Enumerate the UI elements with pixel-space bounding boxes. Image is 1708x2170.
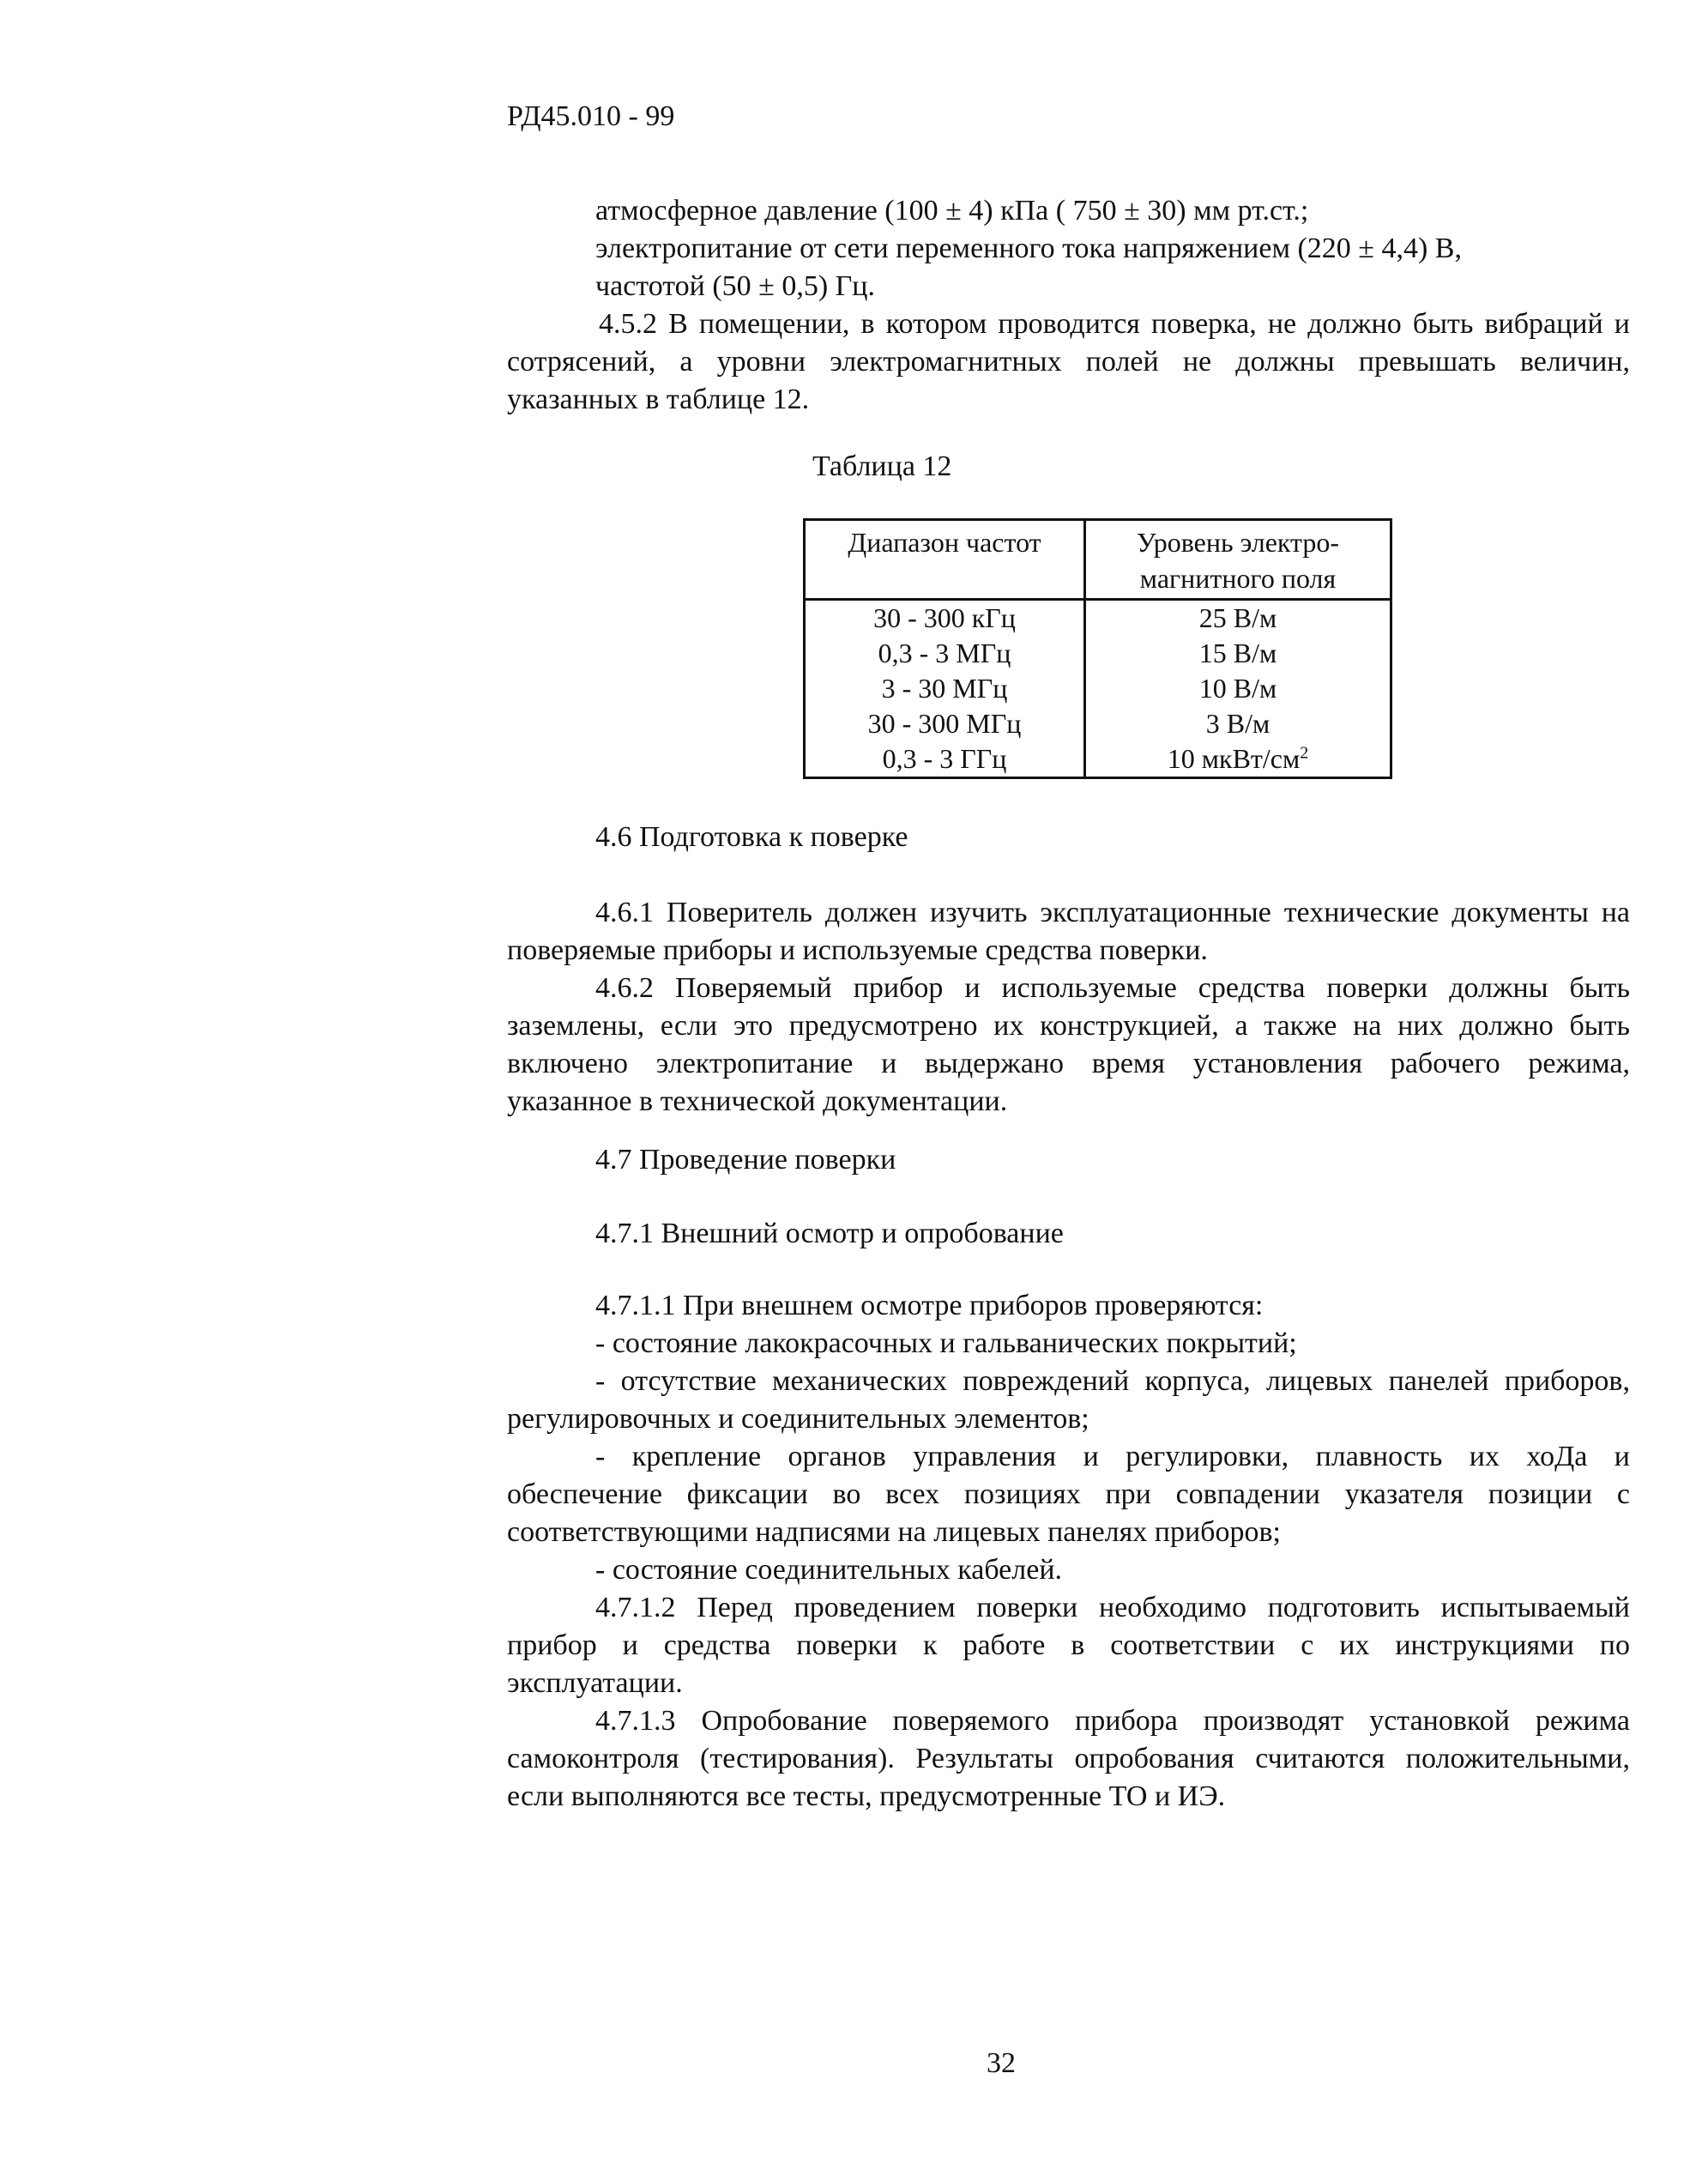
table-cell-frequency: 30 - 300 кГц bbox=[805, 600, 1085, 637]
section-heading-4-7-1: 4.7.1 Внешний осмотр и опробование bbox=[595, 1218, 1064, 1249]
paragraph-4-7-1-1-line: регулировочных и соединительных элементов; bbox=[507, 1403, 1089, 1435]
paragraph-4-7-1-1-line: - состояние лакокрасочных и гальванических покрытий; bbox=[595, 1327, 1297, 1359]
table-cell-frequency: 30 - 300 МГц bbox=[805, 706, 1085, 741]
paragraph-4-7-1-1-line: - отсутствие механических повреждений корпуса, лицевых панелей приборов, bbox=[595, 1365, 1630, 1397]
paragraph-4-6-2-line: 4.6.2 Поверяемый прибор и используемые средства поверки должны быть bbox=[595, 972, 1630, 1004]
paragraph-4-6-2-line: указанное в технической документации. bbox=[507, 1085, 1008, 1117]
table-cell-frequency: 0,3 - 3 МГц bbox=[805, 636, 1085, 671]
table-cell-frequency: 3 - 30 МГц bbox=[805, 671, 1085, 706]
table-row bbox=[805, 671, 1391, 706]
paragraph-4-5-2-line: указанных в таблице 12. bbox=[507, 384, 810, 415]
table-cell-level: 25 В/м bbox=[1085, 600, 1391, 637]
paragraph-4-7-1-1-line: обеспечение фиксации во всех позициях при совпадении указателя позиции с bbox=[507, 1478, 1630, 1510]
text-line: частотой (50 ± 0,5) Гц. bbox=[595, 270, 876, 302]
paragraph-4-7-1-3-line: самоконтроля (тестирования). Результаты опробования считаются положительными, bbox=[507, 1743, 1630, 1774]
section-heading-4-7: 4.7 Проведение поверки bbox=[595, 1144, 896, 1176]
table-row bbox=[805, 600, 1391, 637]
table-cell-level: 3 В/м bbox=[1085, 706, 1391, 741]
section-heading-4-6: 4.6 Подготовка к поверке bbox=[595, 821, 908, 853]
table-row bbox=[805, 636, 1391, 671]
table-caption: Таблица 12 bbox=[812, 450, 952, 482]
paragraph-4-7-1-2-line: прибор и средства поверки к работе в соответствии с их инструкциями по bbox=[507, 1629, 1630, 1661]
table-12 bbox=[803, 518, 1392, 779]
paragraph-4-7-1-1-line: 4.7.1.1 При внешнем осмотре приборов проверяются: bbox=[595, 1290, 1264, 1321]
table-header-field-level-line1: Уровень электро- bbox=[1136, 527, 1340, 558]
table-cell-level-value: 10 мкВт/см bbox=[1167, 743, 1301, 774]
table-cell-level bbox=[1085, 741, 1391, 778]
table-cell-level: 15 В/м bbox=[1085, 636, 1391, 671]
superscript-2: 2 bbox=[1300, 743, 1309, 763]
table-row bbox=[805, 741, 1391, 778]
paragraph-4-5-2-line: сотрясений, а уровни электромагнитных полей не должны превышать величин, bbox=[507, 346, 1630, 378]
document-code-header: РД45.010 - 99 bbox=[507, 100, 675, 132]
paragraph-4-7-1-1-line: соответствующими надписями на лицевых панелях приборов; bbox=[507, 1516, 1281, 1548]
table-header-frequency: Диапазон частот bbox=[805, 520, 1085, 600]
table-header-field-level bbox=[1085, 520, 1391, 600]
page-number: 32 bbox=[987, 2047, 1016, 2079]
table-header-field-level-line2: магнитного поля bbox=[1139, 563, 1337, 594]
paragraph-4-5-2-line: 4.5.2 В помещении, в котором проводится поверка, не должно быть вибраций и bbox=[599, 308, 1630, 340]
paragraph-4-7-1-2-line: 4.7.1.2 Перед проведением поверки необходимо подготовить испытываемый bbox=[595, 1592, 1630, 1623]
text-line: электропитание от сети переменного тока напряжением (220 ± 4,4) В, bbox=[595, 233, 1462, 264]
paragraph-4-6-2-line: включено электропитание и выдержано время установления рабочего режима, bbox=[507, 1048, 1630, 1079]
table-cell-level: 10 В/м bbox=[1085, 671, 1391, 706]
paragraph-4-7-1-3-line: 4.7.1.3 Опробование поверяемого прибора производят установкой режима bbox=[595, 1705, 1630, 1737]
paragraph-4-6-1-line: 4.6.1 Поверитель должен изучить эксплуатационные технические документы на bbox=[595, 897, 1630, 928]
paragraph-4-7-1-1-line: - крепление органов управления и регулировки, плавность их хоДа и bbox=[595, 1441, 1630, 1472]
table-row bbox=[805, 706, 1391, 741]
paragraph-4-7-1-2-line: эксплуатации. bbox=[507, 1667, 683, 1699]
paragraph-4-6-2-line: заземлены, если это предусмотрено их конструкцией, а также на них должно быть bbox=[507, 1010, 1630, 1042]
paragraph-4-7-1-3-line: если выполняются все тесты, предусмотренные ТО и ИЭ. bbox=[507, 1780, 1226, 1812]
paragraph-4-7-1-1-line: - состояние соединительных кабелей. bbox=[595, 1554, 1063, 1586]
text-line: атмосферное давление (100 ± 4) кПа ( 750 ± 30) мм рт.ст.; bbox=[595, 195, 1309, 227]
table-cell-frequency: 0,3 - 3 ГГц bbox=[805, 741, 1085, 778]
paragraph-4-6-1-line: поверяемые приборы и используемые средства поверки. bbox=[507, 934, 1208, 966]
